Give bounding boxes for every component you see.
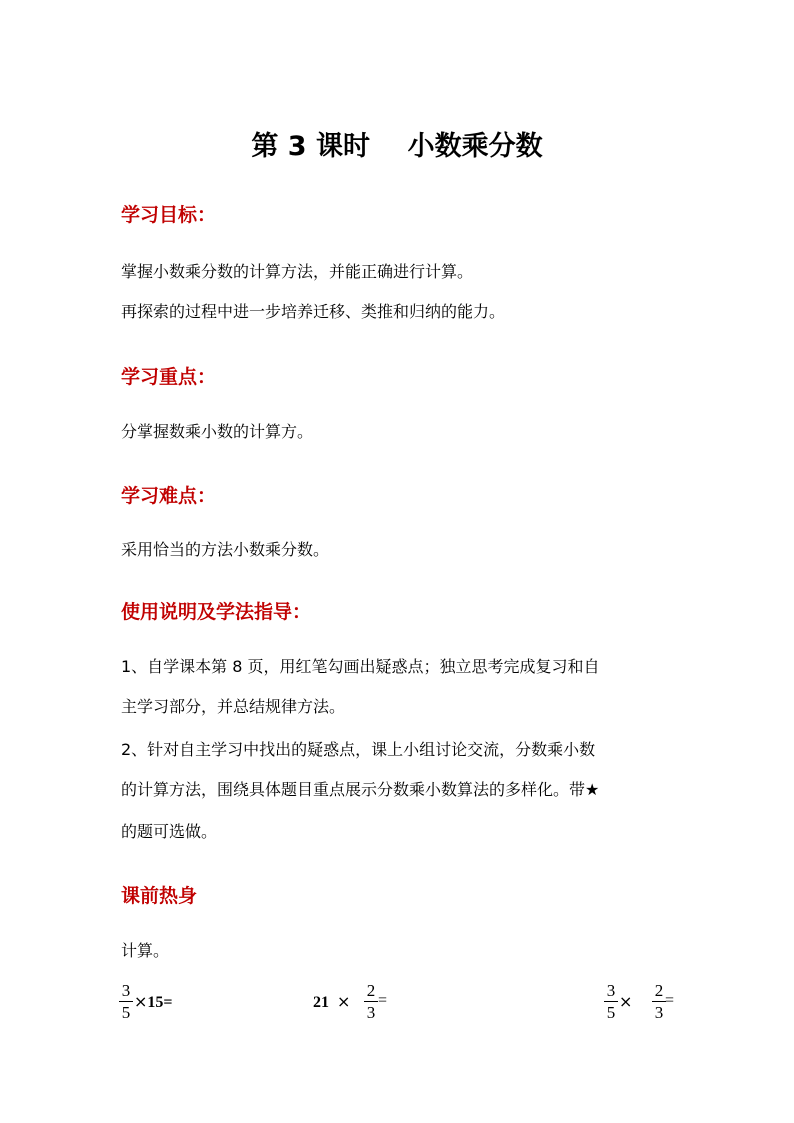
- warmup-instruction: 计算。: [121, 941, 170, 960]
- problem-2-lead: [313, 992, 350, 1012]
- problem-1-fraction: [119, 981, 133, 1022]
- page-title: 第 3 课时 小数乘分数: [251, 131, 543, 162]
- guide-line-1: 1、自学课本第 8 页，用红笔勾画出疑惑点；独立思考完成复习和自: [121, 657, 600, 676]
- problem-2-fraction: [364, 981, 378, 1022]
- guide-line-4: 的计算方法，围绕具体题目重点展示分数乘小数算法的多样化。带★: [121, 780, 600, 799]
- goals-line-2: 再探索的过程中进一步培养迁移、类推和归纳的能力。: [121, 302, 506, 321]
- fraction-denominator: 5: [121, 1003, 131, 1022]
- section-heading-difficulty: 学习难点：: [121, 485, 217, 507]
- key-line-1: 分掌握数乘小数的计算方。: [121, 422, 314, 441]
- difficulty-line-1: 采用恰当的方法小数乘分数。: [121, 540, 330, 559]
- times-sign: ×: [134, 992, 148, 1011]
- problem-3-op: [619, 992, 632, 1012]
- fraction-numerator: 3: [119, 981, 133, 1002]
- fraction-denominator: 5: [606, 1003, 616, 1022]
- section-heading-warmup: 课前热身: [121, 885, 198, 907]
- fraction-numerator: 2: [652, 981, 666, 1002]
- guide-line-3: 2、针对自主学习中找出的疑惑点，课上小组讨论交流，分数乘小数: [121, 740, 596, 759]
- fraction-numerator: 2: [364, 981, 378, 1002]
- times-sign: ×: [337, 992, 351, 1011]
- fraction-denominator: 3: [366, 1003, 376, 1022]
- equals-sign: =: [665, 992, 675, 1009]
- times-sign: ×: [619, 992, 633, 1011]
- problem-1-operand: 15=: [147, 994, 173, 1011]
- section-heading-key: 学习重点：: [121, 366, 217, 388]
- fraction-denominator: 3: [654, 1003, 664, 1022]
- guide-line-2: 主学习部分，并总结规律方法。: [121, 697, 346, 716]
- problem-1-rest: [134, 992, 173, 1012]
- problem-2-operand: 21: [313, 994, 329, 1011]
- problem-3-fraction-1: [604, 981, 618, 1022]
- guide-line-5: 的题可选做。: [121, 822, 218, 841]
- goals-line-1: 掌握小数乘分数的计算方法，并能正确进行计算。: [121, 262, 474, 281]
- section-heading-goals: 学习目标：: [121, 204, 217, 226]
- section-heading-guide: 使用说明及学法指导：: [121, 601, 312, 623]
- problem-3-fraction-2: [652, 981, 666, 1022]
- fraction-numerator: 3: [604, 981, 618, 1002]
- equals-sign: =: [378, 992, 388, 1009]
